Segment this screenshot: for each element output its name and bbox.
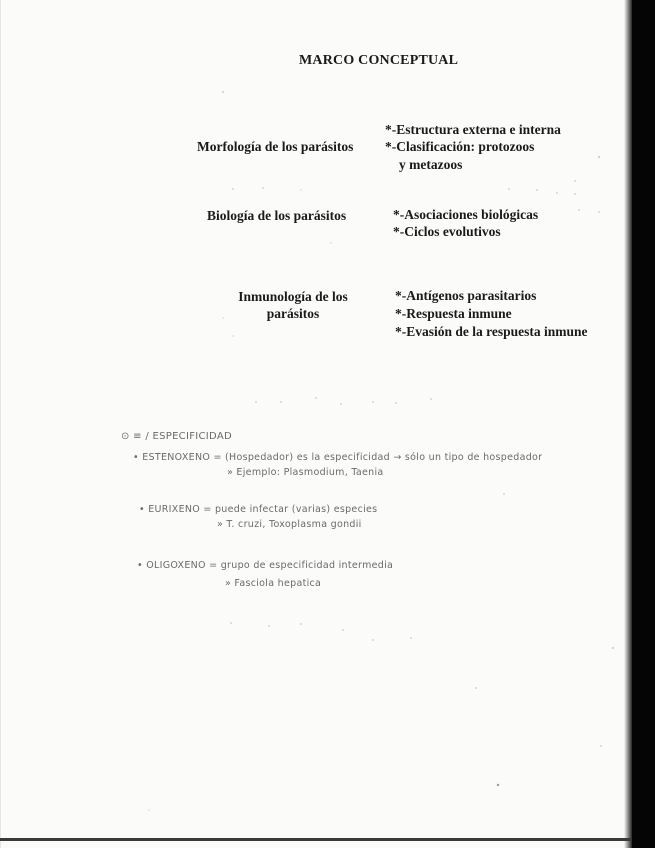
note-oligoxeno-example: » Fasciola hepatica (225, 578, 322, 589)
item-antigenos: *-Antígenos parasitarios (395, 288, 537, 303)
heading-number: ⊙ ≡ / (121, 431, 153, 442)
topic-biologia: Biología de los parásitos (207, 208, 347, 223)
item-estructura: *-Estructura externa e interna (385, 122, 561, 137)
item-asociaciones: *-Asociaciones biológicas (393, 207, 539, 222)
heading-text: ESPECIFICIDAD (152, 431, 233, 442)
note-eurixeno: • EURIXENO = puede infectar (varias) especies (139, 504, 378, 515)
page-title: MARCO CONCEPTUAL (299, 53, 459, 68)
topic-inmunologia-line2: parásitos (266, 306, 320, 321)
scan-bottom-edge (0, 838, 632, 841)
note-estenoxeno: • ESTENOXENO = (Hospedador) es la especificidad → sólo un tipo de hospedador (133, 452, 543, 463)
item-evasion: *-Evasión de la respuesta inmune (395, 324, 588, 339)
topic-inmunologia-line1: Inmunología de los (238, 289, 348, 304)
note-oligoxeno: • OLIGOXENO = grupo de especificidad intermedia (137, 560, 394, 571)
item-respuesta: *-Respuesta inmune (395, 306, 512, 321)
note-estenoxeno-example: » Ejemplo: Plasmodium, Taenia (227, 467, 384, 478)
note-eurixeno-example: » T. cruzi, Toxoplasma gondii (217, 519, 362, 530)
scan-edge-gradient (624, 0, 632, 848)
item-metazoos: y metazoos (399, 157, 463, 172)
item-clasificacion: *-Clasificación: protozoos (385, 139, 535, 154)
scan-dark-border (632, 0, 655, 848)
scan-specks (1, 0, 633, 848)
topic-morfologia: Morfología de los parásitos (197, 139, 354, 154)
item-ciclos: *-Ciclos evolutivos (393, 224, 501, 239)
